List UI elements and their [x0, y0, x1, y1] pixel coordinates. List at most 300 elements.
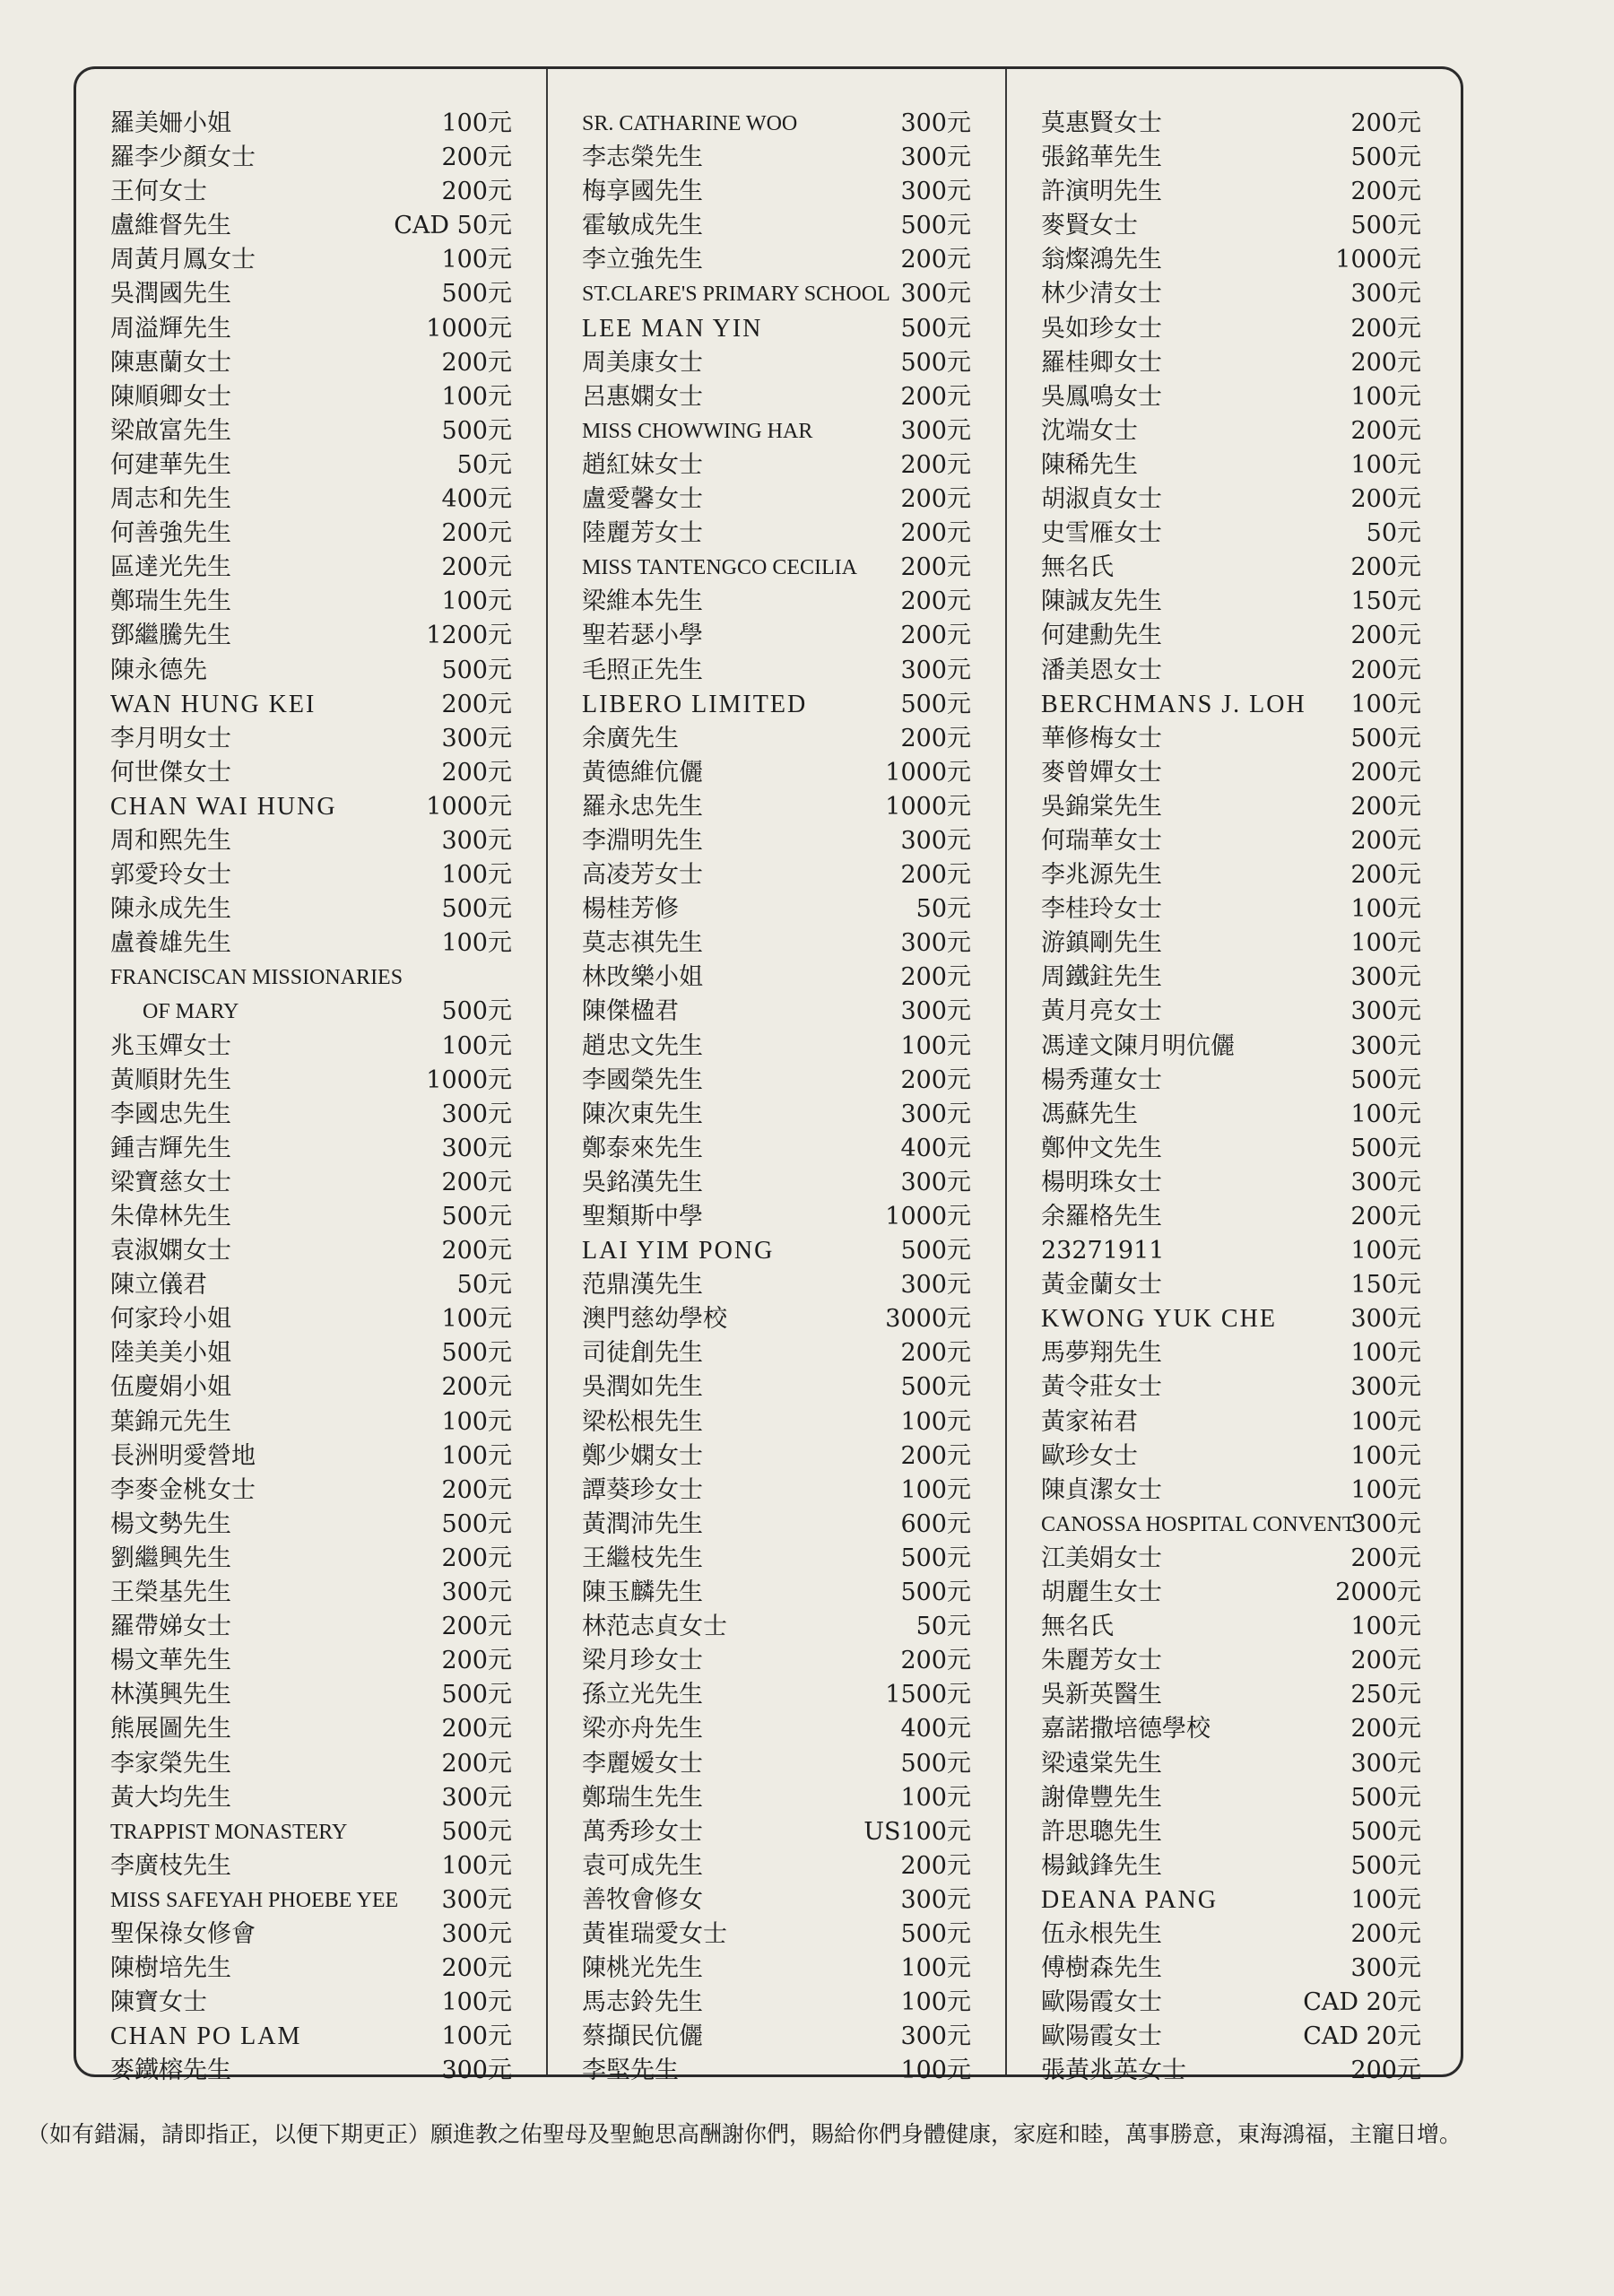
- donor-name: 林少清女士: [1041, 280, 1162, 309]
- donation-amount: 500元: [1350, 1817, 1421, 1846]
- donor-row: [1007, 2020, 1461, 2054]
- donor-name: 李堅先生: [582, 2057, 679, 2085]
- donor-name: TRAPPIST MONASTERY: [110, 1820, 348, 1844]
- donor-row: [76, 1336, 546, 1370]
- donation-amount: CAD 20元: [1303, 1988, 1421, 2017]
- donor-name: 吳潤如先生: [582, 1373, 703, 1402]
- donor-name: 李麥金桃女士: [110, 1475, 256, 1504]
- donor-row: [76, 1542, 546, 1576]
- donation-amount: 200元: [441, 1373, 512, 1402]
- donor-row: [1007, 483, 1461, 517]
- donation-amount: 1000元: [426, 1065, 512, 1094]
- donor-name: 李家榮先生: [110, 1749, 231, 1778]
- donor-name: 黃潤沛先生: [582, 1509, 703, 1538]
- donation-amount: 1000元: [885, 758, 971, 787]
- donation-amount: 100元: [441, 382, 512, 411]
- donation-amount: 3000元: [885, 1305, 971, 1334]
- donor-row: [1007, 1405, 1461, 1439]
- donor-name: 王繼枝先生: [582, 1544, 703, 1572]
- donor-row: [76, 1474, 546, 1508]
- donor-row: [76, 1405, 546, 1439]
- donor-row: [76, 346, 546, 380]
- donation-amount: 100元: [900, 1783, 971, 1812]
- donor-name: 林漢興先生: [110, 1681, 231, 1709]
- donor-name: 周和熙先生: [110, 826, 231, 855]
- donor-name: 莫志祺先生: [582, 929, 703, 958]
- donor-name: 郭愛玲女士: [110, 861, 231, 890]
- donor-name: 黃德維伉儷: [582, 758, 703, 787]
- donor-row: [1007, 1576, 1461, 1610]
- donor-name: MISS CHOWWING HAR: [582, 419, 813, 443]
- donor-row: [76, 175, 546, 209]
- donor-row: [76, 2020, 546, 2054]
- donation-amount: 200元: [1350, 758, 1421, 787]
- donation-amount: 200元: [441, 348, 512, 377]
- donation-amount: 100元: [441, 929, 512, 958]
- donor-name: 張銘華先生: [1041, 144, 1162, 172]
- donor-row: [548, 1644, 1005, 1678]
- donor-row: [548, 277, 1005, 311]
- donation-amount: 300元: [900, 997, 971, 1026]
- donation-amount: 300元: [900, 1100, 971, 1128]
- donor-name: 麥賢女士: [1041, 212, 1138, 240]
- donor-name: 熊展圖先生: [110, 1715, 231, 1744]
- donation-amount: 500元: [441, 1681, 512, 1709]
- donor-name: 楊桂芳修: [582, 895, 679, 924]
- donor-row: [1007, 1644, 1461, 1678]
- donor-column-2: [546, 69, 1005, 2085]
- donor-row: [76, 277, 546, 311]
- footer-blessing: （如有錯漏，請即指正，以便下期更正）願進教之佑聖母及聖鮑思高酬謝你們，賜給你們身體健康，家庭和睦，萬事勝意，東海鴻福，主寵日增。: [27, 2121, 1462, 2147]
- donor-row: [548, 346, 1005, 380]
- donor-row: [76, 1747, 546, 1781]
- donor-name: 吳銘漢先生: [582, 1168, 703, 1196]
- donor-name: 何善強先生: [110, 519, 231, 548]
- donor-row: [1007, 722, 1461, 756]
- donation-amount: 300元: [900, 1168, 971, 1196]
- donor-row: [1007, 1849, 1461, 1883]
- donor-row: [1007, 1030, 1461, 1064]
- donor-row: [1007, 1166, 1461, 1200]
- donor-name: 李兆源先生: [1041, 861, 1162, 890]
- donation-amount: 1000元: [885, 792, 971, 821]
- donor-row: [548, 1234, 1005, 1268]
- donor-name: 袁可成先生: [582, 1851, 703, 1880]
- donation-amount: 100元: [1350, 450, 1421, 479]
- donor-row: [76, 1712, 546, 1746]
- donation-amount: 600元: [900, 1509, 971, 1538]
- donation-amount: 100元: [1350, 690, 1421, 718]
- donor-row: [548, 858, 1005, 892]
- donor-row: [548, 483, 1005, 517]
- donor-name: 楊文華先生: [110, 1647, 231, 1675]
- donation-amount: 200元: [900, 724, 971, 752]
- donor-row: [548, 243, 1005, 277]
- donor-name: 江美娟女士: [1041, 1544, 1162, 1572]
- donor-name: 譚葵珍女士: [582, 1475, 703, 1504]
- donor-row: [1007, 1542, 1461, 1576]
- donor-row: [1007, 756, 1461, 790]
- donation-amount: 200元: [441, 1475, 512, 1504]
- donation-amount: 200元: [1350, 314, 1421, 343]
- donor-name: 朱偉林先生: [110, 1203, 231, 1231]
- donor-name: 無名氏: [1041, 1613, 1114, 1641]
- donation-amount: 200元: [441, 1647, 512, 1675]
- donor-name: 澳門慈幼學校: [582, 1305, 727, 1334]
- donor-row: [1007, 1610, 1461, 1644]
- donor-name: 23271911: [1041, 1237, 1165, 1265]
- donor-row: [1007, 1474, 1461, 1508]
- donor-name: 陳順卿女士: [110, 382, 231, 411]
- donor-name: 鄭瑞生先生: [582, 1783, 703, 1812]
- donation-amount: 200元: [441, 690, 512, 718]
- donation-amount: 200元: [900, 450, 971, 479]
- donor-name: CANOSSA HOSPITAL CONVENT: [1041, 1512, 1356, 1536]
- donor-name: 李桂玲女士: [1041, 895, 1162, 924]
- donation-amount: 300元: [441, 826, 512, 855]
- donation-amount: 200元: [1350, 1715, 1421, 1744]
- donation-amount: 300元: [441, 1783, 512, 1812]
- donation-amount: 250元: [1350, 1681, 1421, 1709]
- donor-row: [1007, 1370, 1461, 1405]
- donor-name: 陳稀先生: [1041, 450, 1138, 479]
- donor-row: [76, 1064, 546, 1098]
- donation-amount: 200元: [441, 178, 512, 206]
- donor-row: [76, 1200, 546, 1234]
- donor-column-3: [1005, 69, 1461, 2085]
- donation-amount: 100元: [900, 1031, 971, 1060]
- donor-row: [76, 551, 546, 585]
- donation-amount: 200元: [441, 758, 512, 787]
- donation-amount: 300元: [1350, 1749, 1421, 1778]
- donation-amount: 500元: [900, 690, 971, 718]
- donor-row: [548, 1064, 1005, 1098]
- donation-amount: 100元: [1350, 1441, 1421, 1470]
- donor-row: [1007, 926, 1461, 961]
- donor-row: [548, 1815, 1005, 1849]
- donor-row: [76, 926, 546, 961]
- donation-amount: 300元: [900, 144, 971, 172]
- donation-amount: 400元: [441, 485, 512, 514]
- donation-amount: 200元: [1350, 622, 1421, 650]
- donor-row: [1007, 551, 1461, 585]
- donor-name: 黃崔瑞愛女士: [582, 1919, 727, 1948]
- donation-amount: 300元: [441, 2057, 512, 2085]
- donor-name: 潘美恩女士: [1041, 656, 1162, 684]
- donation-amount: 500元: [900, 212, 971, 240]
- donor-row: [1007, 346, 1461, 380]
- donor-name: 梁亦舟先生: [582, 1715, 703, 1744]
- donor-name: 劉繼興先生: [110, 1544, 231, 1572]
- donor-name: 李淵明先生: [582, 826, 703, 855]
- donor-row: [76, 756, 546, 790]
- donor-row: [548, 1268, 1005, 1302]
- donation-amount: 1200元: [426, 622, 512, 650]
- donation-amount: 200元: [1350, 553, 1421, 582]
- donor-name: 黃大均先生: [110, 1783, 231, 1812]
- donor-name: 何家玲小姐: [110, 1305, 231, 1334]
- donor-name: 陳貞潔女士: [1041, 1475, 1162, 1504]
- donation-amount: 200元: [1350, 416, 1421, 445]
- donor-name: 李月明女士: [110, 724, 231, 752]
- donor-row: [548, 1336, 1005, 1370]
- donor-row: [1007, 1678, 1461, 1712]
- donation-amount: 100元: [441, 1031, 512, 1060]
- donor-name: 吳如珍女士: [1041, 314, 1162, 343]
- donor-row: [76, 1508, 546, 1542]
- donor-name: 吳錦棠先生: [1041, 792, 1162, 821]
- donor-name: 梅享國先生: [582, 178, 703, 206]
- donor-name: MISS SAFEYAH PHOEBE YEE: [110, 1888, 399, 1912]
- donor-row: [548, 756, 1005, 790]
- donation-amount: 200元: [900, 382, 971, 411]
- donor-row: [548, 175, 1005, 209]
- donor-row: [1007, 688, 1461, 722]
- donor-row: [1007, 141, 1461, 175]
- donor-row: [1007, 1883, 1461, 1918]
- donor-name: 余羅格先生: [1041, 1203, 1162, 1231]
- donor-row: [1007, 2054, 1461, 2088]
- donation-amount: 300元: [1350, 280, 1421, 309]
- donor-name: 陳次東先生: [582, 1100, 703, 1128]
- donor-row: [76, 824, 546, 858]
- donor-name: 歐陽霞女士: [1041, 1988, 1162, 2017]
- donation-amount: 300元: [900, 280, 971, 309]
- donor-row: [76, 141, 546, 175]
- donor-row: [1007, 1986, 1461, 2020]
- donor-row: [548, 1098, 1005, 1132]
- donation-amount: 200元: [441, 1613, 512, 1641]
- donor-name: 何建勳先生: [1041, 622, 1162, 650]
- donor-row: [76, 858, 546, 892]
- donor-name: 林范志貞女士: [582, 1613, 727, 1641]
- donation-amount: 300元: [900, 826, 971, 855]
- donor-name: 羅永忠先生: [582, 792, 703, 821]
- donor-row: [548, 722, 1005, 756]
- donor-row: [548, 448, 1005, 483]
- donation-amount: 50元: [456, 450, 512, 479]
- donation-amount: 200元: [900, 246, 971, 274]
- donor-name: 吳潤國先生: [110, 280, 231, 309]
- donor-row: [1007, 619, 1461, 653]
- donor-row: [548, 1610, 1005, 1644]
- donor-name: 陳惠蘭女士: [110, 348, 231, 377]
- donor-name: 伍慶娟小姐: [110, 1373, 231, 1402]
- donor-row: [548, 107, 1005, 141]
- donation-amount: 100元: [900, 1475, 971, 1504]
- donation-amount: 500元: [441, 1339, 512, 1368]
- donor-name: 葉錦元先生: [110, 1407, 231, 1436]
- donation-amount: 200元: [441, 1168, 512, 1196]
- donor-row: [76, 1918, 546, 1952]
- donor-row: [1007, 1098, 1461, 1132]
- donation-amount: 100元: [1350, 1407, 1421, 1436]
- donation-amount: 500元: [441, 997, 512, 1026]
- donor-name: 李廣枝先生: [110, 1851, 231, 1880]
- donor-row: [76, 107, 546, 141]
- donor-name: 陳寶女士: [110, 1988, 207, 2017]
- donor-name: 盧維督先生: [110, 212, 231, 240]
- donation-amount: 200元: [441, 553, 512, 582]
- donor-row: [548, 1508, 1005, 1542]
- donor-name: 兆玉嬋女士: [110, 1031, 231, 1060]
- donor-name: 陳樹培先生: [110, 1954, 231, 1983]
- donor-row: [1007, 1064, 1461, 1098]
- donor-row: [548, 1712, 1005, 1746]
- donor-name: 周美康女士: [582, 348, 703, 377]
- donor-row: [1007, 1952, 1461, 1986]
- donor-row: [548, 1883, 1005, 1918]
- donation-amount: 100元: [1350, 1613, 1421, 1641]
- donor-name: 馬夢翔先生: [1041, 1339, 1162, 1368]
- donor-name: 吳鳳鳴女士: [1041, 382, 1162, 411]
- donation-amount: CAD 20元: [1303, 2022, 1421, 2051]
- donor-name: 華修梅女士: [1041, 724, 1162, 752]
- donor-row: [548, 585, 1005, 619]
- donor-name: 梁松根先生: [582, 1407, 703, 1436]
- donor-list-frame: [74, 66, 1463, 2085]
- donor-name: 李國忠先生: [110, 1100, 231, 1128]
- donor-name: 王何女士: [110, 178, 207, 206]
- donor-name: 何世傑女士: [110, 758, 231, 787]
- donor-row: [548, 2054, 1005, 2088]
- donation-amount: 300元: [1350, 997, 1421, 1026]
- donor-row: [76, 483, 546, 517]
- donor-row: [76, 312, 546, 346]
- donor-name: 沈端女士: [1041, 416, 1138, 445]
- donor-name: 聖保祿女修會: [110, 1919, 256, 1948]
- donor-name: 長洲明愛營地: [110, 1441, 256, 1470]
- donor-row: [1007, 1439, 1461, 1474]
- donation-amount: 200元: [1350, 826, 1421, 855]
- donor-row: [548, 517, 1005, 551]
- donation-amount: 200元: [900, 553, 971, 582]
- donor-row: [1007, 1815, 1461, 1849]
- donor-name: 呂惠嫻女士: [582, 382, 703, 411]
- donor-name: 趙忠文先生: [582, 1031, 703, 1060]
- donation-amount: 200元: [441, 1749, 512, 1778]
- donor-row: [548, 1849, 1005, 1883]
- donation-amount: 200元: [900, 1647, 971, 1675]
- donor-name: 王榮基先生: [110, 1578, 231, 1607]
- donation-amount: 100元: [1350, 929, 1421, 958]
- donation-amount: 200元: [1350, 656, 1421, 684]
- donor-name: 鄭少嫻女士: [582, 1441, 703, 1470]
- donor-row: [548, 1302, 1005, 1336]
- donor-row: [76, 1815, 546, 1849]
- donor-name: LAI YIM PONG: [582, 1237, 775, 1265]
- donor-name: 鄭仲文先生: [1041, 1134, 1162, 1162]
- donor-name: 歐珍女士: [1041, 1441, 1138, 1470]
- donation-amount: 150元: [1350, 587, 1421, 616]
- donor-name: 林攺樂小姐: [582, 963, 703, 992]
- donation-amount: 200元: [900, 1339, 971, 1368]
- donor-row: [1007, 858, 1461, 892]
- donor-name: 翁燦鴻先生: [1041, 246, 1162, 274]
- donor-row: [76, 1166, 546, 1200]
- donor-name: 盧養雄先生: [110, 929, 231, 958]
- donor-name: 梁維本先生: [582, 587, 703, 616]
- donor-row: [548, 1576, 1005, 1610]
- donor-name: MISS TANTENGCO CECILIA: [582, 556, 857, 580]
- donation-amount: 300元: [1350, 1954, 1421, 1983]
- donor-row: [76, 380, 546, 414]
- donation-amount: 300元: [1350, 1305, 1421, 1334]
- donor-name: 歐陽霞女士: [1041, 2022, 1162, 2051]
- donor-name: 陸美美小姐: [110, 1339, 231, 1368]
- donor-name: 楊秀蓮女士: [1041, 1065, 1162, 1094]
- donor-row: [76, 1132, 546, 1166]
- donor-row: [1007, 312, 1461, 346]
- donation-amount: 500元: [1350, 724, 1421, 752]
- donor-name: 胡麗生女士: [1041, 1578, 1162, 1607]
- donor-name: 袁淑嫻女士: [110, 1237, 231, 1265]
- donor-row: [1007, 1302, 1461, 1336]
- donation-amount: 500元: [441, 1203, 512, 1231]
- donation-amount: 300元: [900, 178, 971, 206]
- donor-name: 史雪雁女士: [1041, 519, 1162, 548]
- donor-row: [1007, 1508, 1461, 1542]
- donation-amount: 500元: [441, 280, 512, 309]
- donation-amount: 200元: [1350, 861, 1421, 890]
- donation-amount: 200元: [900, 519, 971, 548]
- donor-name: 吳新英醫生: [1041, 1681, 1162, 1709]
- donor-name: 嘉諾撒培德學校: [1041, 1715, 1210, 1744]
- donor-name: 黃金蘭女士: [1041, 1271, 1162, 1300]
- donor-name: 善牧會修女: [582, 1885, 703, 1914]
- donor-name: 莫惠賢女士: [1041, 109, 1162, 137]
- donor-row: [548, 1918, 1005, 1952]
- donor-name: BERCHMANS J. LOH: [1041, 690, 1306, 718]
- donation-amount: 300元: [900, 416, 971, 445]
- donation-amount: 100元: [1350, 382, 1421, 411]
- donor-row: [548, 1166, 1005, 1200]
- donor-row: [76, 1098, 546, 1132]
- donor-name: CHAN PO LAM: [110, 2022, 302, 2051]
- donation-amount: 300元: [900, 109, 971, 137]
- donation-amount: 100元: [441, 1851, 512, 1880]
- donor-row: [548, 1542, 1005, 1576]
- donation-amount: 300元: [900, 929, 971, 958]
- donation-amount: 500元: [1350, 1065, 1421, 1094]
- donor-row: [1007, 448, 1461, 483]
- donation-amount: 200元: [900, 1851, 971, 1880]
- donation-amount: 300元: [900, 656, 971, 684]
- donation-amount: 500元: [900, 314, 971, 343]
- donor-name: 聖若瑟小學: [582, 622, 703, 650]
- donation-amount: 100元: [441, 1988, 512, 2017]
- donation-amount: 200元: [900, 587, 971, 616]
- donor-row: [548, 312, 1005, 346]
- donation-amount: 2000元: [1335, 1578, 1421, 1607]
- donor-row: [548, 380, 1005, 414]
- donation-amount: 100元: [900, 1954, 971, 1983]
- donor-name: 羅桂卿女士: [1041, 348, 1162, 377]
- donor-name: 陳桃光先生: [582, 1954, 703, 1983]
- donor-name: 余廣先生: [582, 724, 679, 752]
- donation-amount: 1000元: [426, 792, 512, 821]
- donor-name: 楊明珠女士: [1041, 1168, 1162, 1196]
- donor-name: 馮蘇先生: [1041, 1100, 1138, 1128]
- donor-row: [1007, 107, 1461, 141]
- donor-name: 范鼎漢先生: [582, 1271, 703, 1300]
- donor-name: 張黃兆英女士: [1041, 2057, 1186, 2085]
- donor-row: [76, 1644, 546, 1678]
- donor-name: 霍敏成先生: [582, 212, 703, 240]
- donor-name: 傅樹森先生: [1041, 1954, 1162, 1983]
- donation-amount: CAD 50元: [394, 212, 512, 240]
- donation-amount: 300元: [1350, 1168, 1421, 1196]
